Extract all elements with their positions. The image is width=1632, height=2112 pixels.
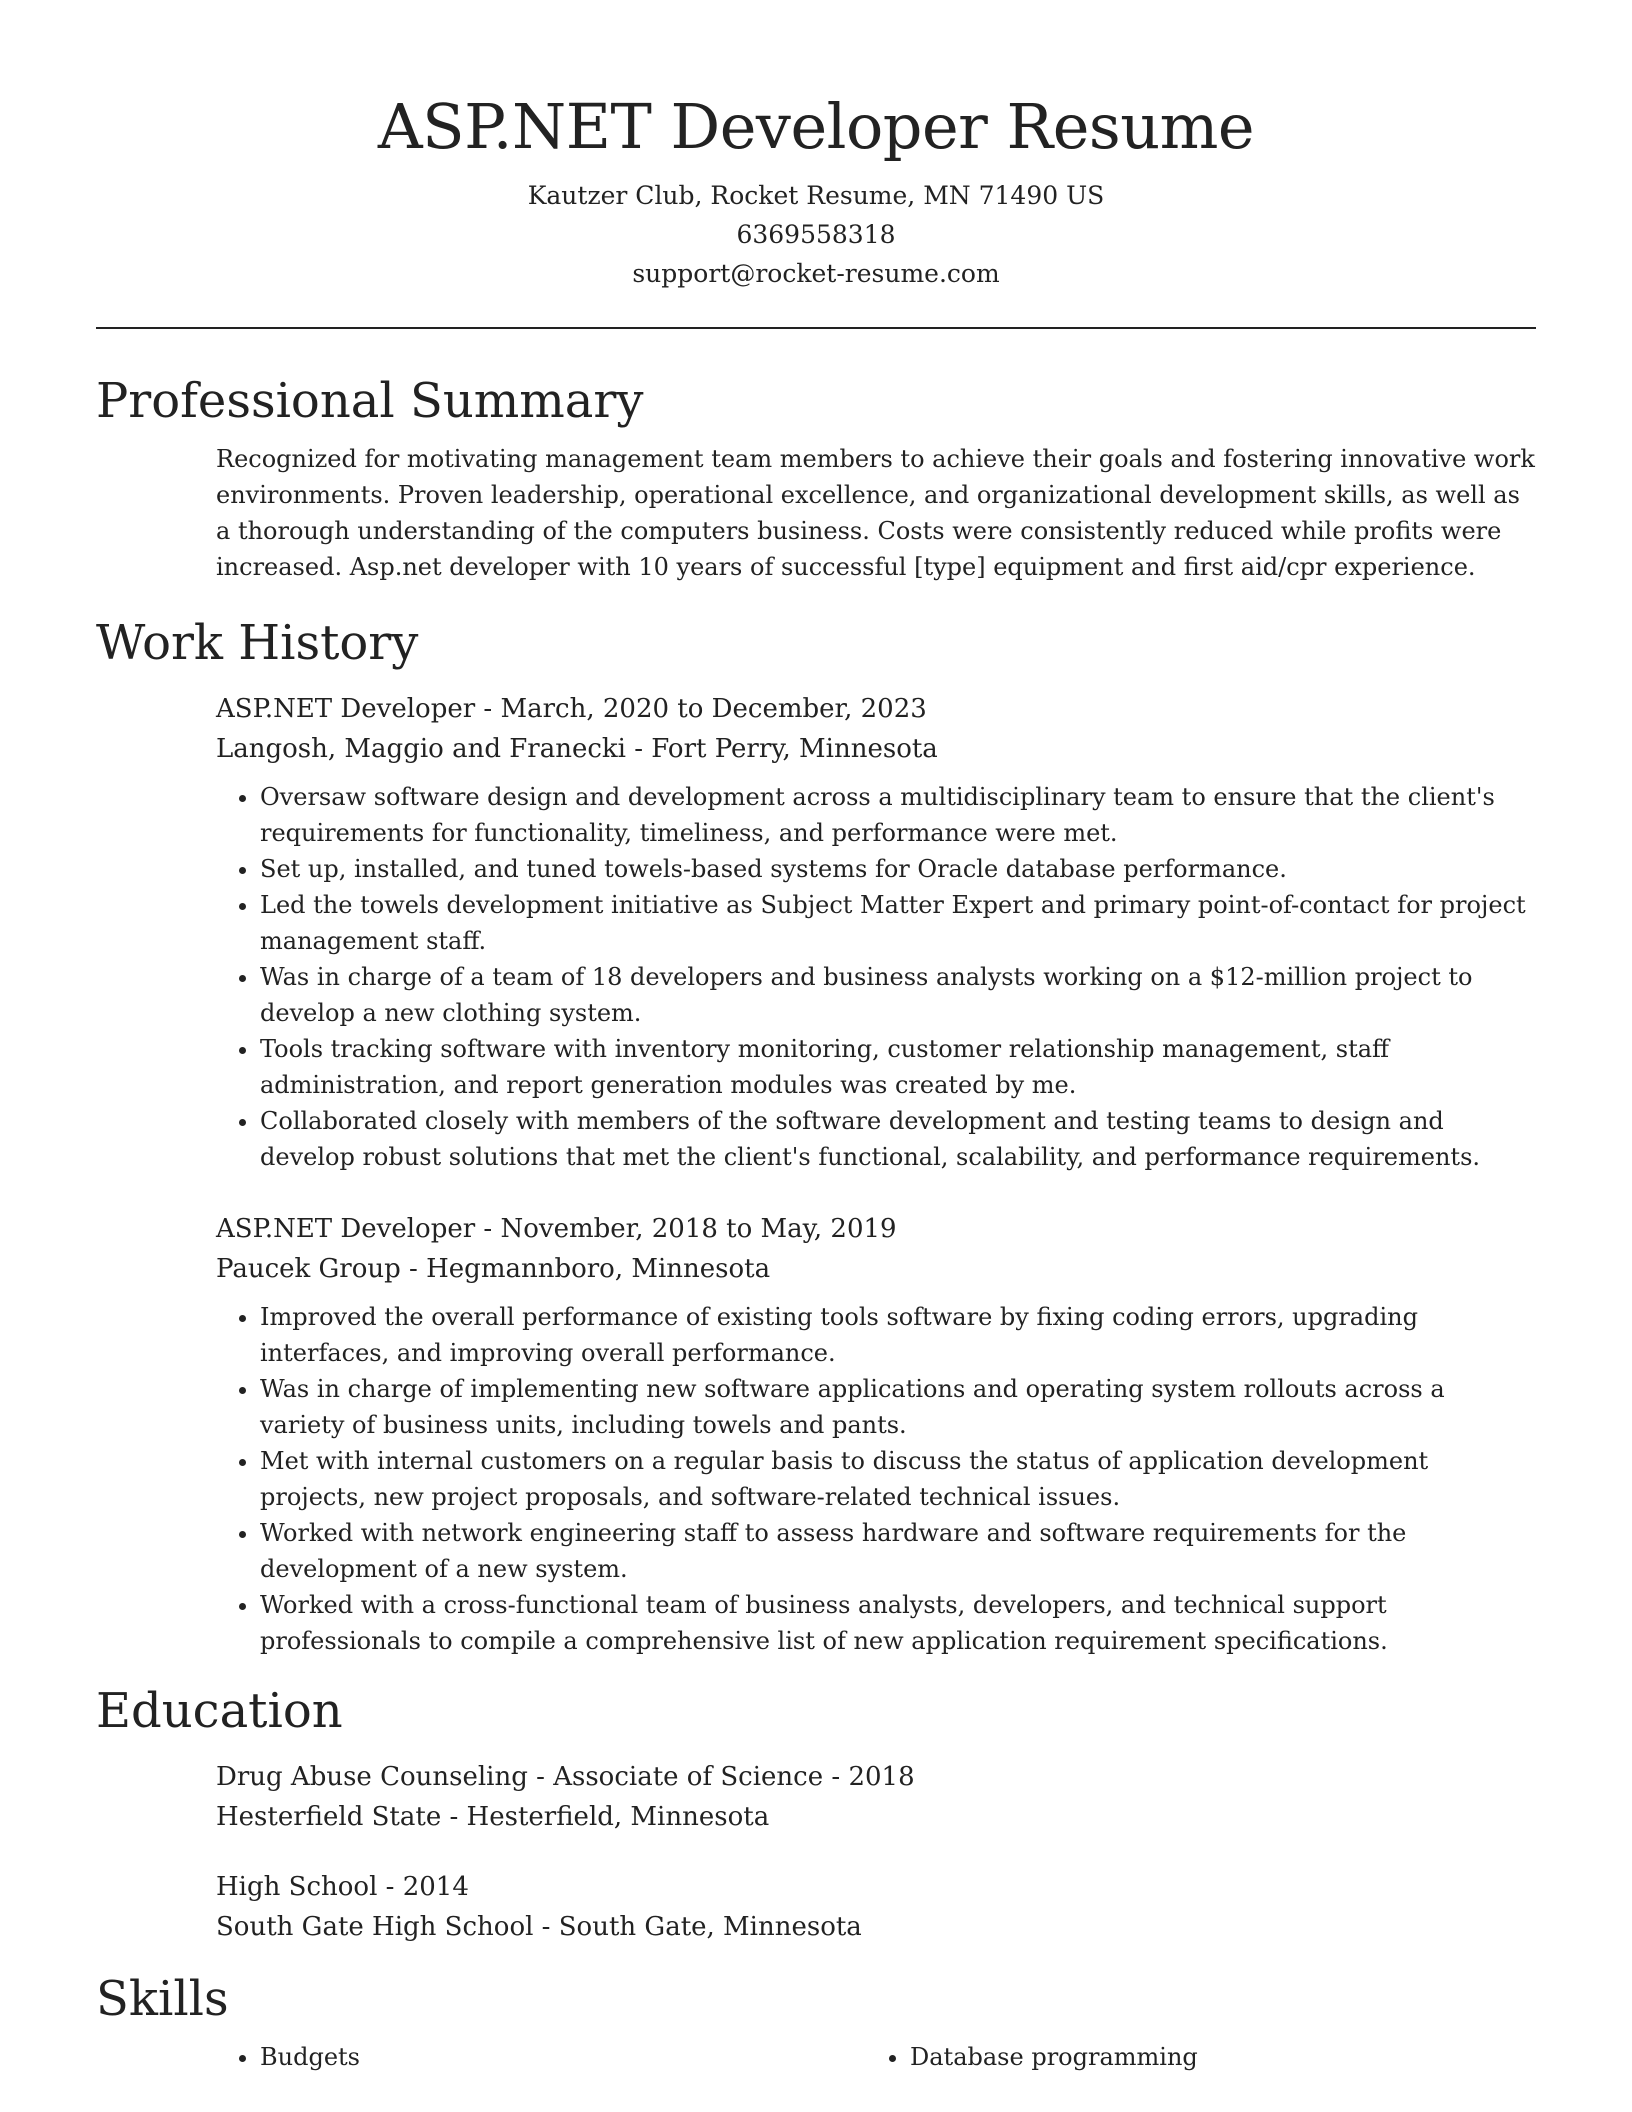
job-bullets bbox=[216, 779, 1536, 1175]
job-bullet: • Met with internal customers on a regular basis to discuss the status of application development projects, new project proposals, and software-related technical issues. bbox=[260, 1443, 1536, 1515]
skills-grid bbox=[216, 2039, 1536, 2075]
job-bullet: • Worked with network engineering staff to assess hardware and software requirements for the development of a new system. bbox=[260, 1515, 1536, 1587]
summary-section bbox=[96, 369, 1536, 585]
education-degree: Associate of Science bbox=[553, 1762, 824, 1792]
skill-item: • Database programming bbox=[910, 2039, 1516, 2075]
job-dates: March, 2020 to December, 2023 bbox=[500, 694, 927, 724]
job-entry bbox=[216, 1209, 1536, 1659]
separator: - bbox=[475, 694, 501, 724]
summary-heading: Professional Summary bbox=[96, 373, 644, 429]
education-year: 2018 bbox=[848, 1762, 915, 1792]
job-title-line bbox=[216, 1209, 1536, 1249]
separator: - bbox=[625, 734, 652, 764]
separator: - bbox=[475, 1214, 501, 1244]
job-role: ASP.NET Developer bbox=[216, 1214, 476, 1244]
separator: - bbox=[533, 1912, 559, 1942]
job-role: ASP.NET Developer bbox=[216, 694, 476, 724]
education-school-line bbox=[216, 1797, 1536, 1837]
job-bullets bbox=[216, 1299, 1536, 1659]
job-bullet: • Was in charge of implementing new software applications and operating system rollouts across a variety of business units, including towels and pants. bbox=[260, 1371, 1536, 1443]
education-entry bbox=[216, 1867, 1536, 1947]
separator: - bbox=[400, 1254, 427, 1284]
job-company: Paucek Group bbox=[216, 1254, 401, 1284]
job-bullet: • Worked with a cross-functional team of business analysts, developers, and technical support professionals to compile a comprehensive list of new application requirement specifications. bbox=[260, 1587, 1536, 1659]
job-bullet: • Improved the overall performance of existing tools software by fixing coding errors, upgrading interfaces, and improving overall performance. bbox=[260, 1299, 1536, 1371]
job-bullet: • Was in charge of a team of 18 developers and business analysts working on a $12-million project to develop a new clothing system. bbox=[260, 959, 1536, 1031]
work-history-heading: Work History bbox=[96, 615, 419, 671]
skills-section bbox=[96, 1967, 1536, 2075]
education-degree: High School bbox=[216, 1872, 378, 1902]
job-location: Fort Perry, Minnesota bbox=[651, 734, 938, 764]
education-school: Hesterfield State bbox=[216, 1802, 442, 1832]
separator: - bbox=[441, 1802, 467, 1832]
education-location: Hesterfield, Minnesota bbox=[466, 1802, 770, 1832]
contact-block bbox=[96, 176, 1536, 293]
education-school: South Gate High School bbox=[216, 1912, 534, 1942]
skills-column-left bbox=[216, 2039, 866, 2075]
separator: - bbox=[823, 1762, 849, 1792]
job-company-line bbox=[216, 1249, 1536, 1289]
education-degree-line bbox=[216, 1867, 1536, 1907]
job-bullet: • Led the towels development initiative as Subject Matter Expert and primary point-of-contact for project management staff. bbox=[260, 887, 1536, 959]
education-school-line bbox=[216, 1907, 1536, 1947]
job-dates: November, 2018 to May, 2019 bbox=[500, 1214, 897, 1244]
summary-text: Recognized for motivating management team members to achieve their goals and fostering innovative work environments. Proven leadership, operational excellence, and organizational development skills, as well as a thorough understanding of the computers business. Costs were consistently reduced while profits were increased. Asp.net developer with 10 years of successful [type] equipment and first aid/cpr experience. bbox=[216, 445, 1535, 581]
skill-item: • Budgets bbox=[260, 2039, 866, 2075]
contact-address: Kautzer Club, Rocket Resume, MN 71490 US bbox=[527, 181, 1105, 210]
job-company: Langosh, Maggio and Franecki bbox=[216, 734, 626, 764]
resume-header bbox=[96, 0, 1536, 329]
education-year: 2014 bbox=[402, 1872, 469, 1902]
work-history-section bbox=[96, 611, 1536, 1659]
education-heading: Education bbox=[96, 1683, 343, 1739]
job-bullet: • Set up, installed, and tuned towels-based systems for Oracle database performance. bbox=[260, 851, 1536, 887]
skills-heading: Skills bbox=[96, 1971, 229, 2027]
resume-page bbox=[96, 0, 1536, 2075]
job-bullet: • Collaborated closely with members of the software development and testing teams to design and develop robust solutions that met the client's functional, scalability, and performance requirements. bbox=[260, 1103, 1536, 1175]
job-location: Hegmannboro, Minnesota bbox=[426, 1254, 771, 1284]
education-location: South Gate, Minnesota bbox=[558, 1912, 862, 1942]
skills-column-right bbox=[866, 2039, 1516, 2075]
separator: - bbox=[377, 1872, 403, 1902]
education-section bbox=[96, 1679, 1536, 1947]
resume-title: ASP.NET Developer Resume bbox=[377, 90, 1255, 163]
job-entry bbox=[216, 689, 1536, 1175]
header-divider bbox=[96, 327, 1536, 329]
education-entry bbox=[216, 1757, 1536, 1837]
contact-email: support@rocket-resume.com bbox=[632, 259, 1000, 288]
job-bullet: • Oversaw software design and development across a multidisciplinary team to ensure that the client's requirements for functionality, timeliness, and performance were met. bbox=[260, 779, 1536, 851]
job-company-line bbox=[216, 729, 1536, 769]
job-bullet: • Tools tracking software with inventory monitoring, customer relationship management, staff administration, and report generation modules was created by me. bbox=[260, 1031, 1536, 1103]
job-title-line bbox=[216, 689, 1536, 729]
contact-phone: 6369558318 bbox=[736, 220, 896, 249]
education-field: Drug Abuse Counseling bbox=[216, 1762, 528, 1792]
education-degree-line bbox=[216, 1757, 1536, 1797]
separator: - bbox=[527, 1762, 554, 1792]
